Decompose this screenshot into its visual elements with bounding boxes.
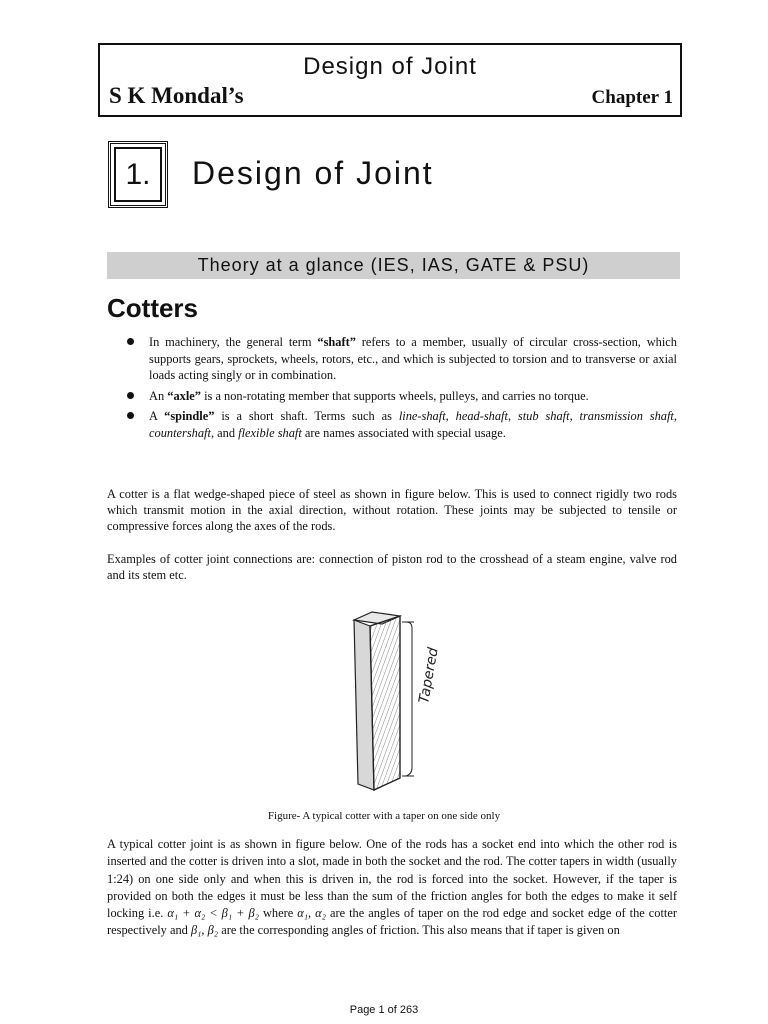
bullet-term: “spindle” <box>164 409 215 423</box>
italic-term: transmission shaft <box>579 409 674 423</box>
bullet-icon <box>127 412 134 419</box>
beta-symbols: β₁, β₂ <box>190 923 219 938</box>
separator: , <box>507 409 518 423</box>
paragraph-cotter-definition: A cotter is a flat wedge-shaped piece of steel as shown in figure below. This is used to connect rigidly two rods which transmit motion in the axial direction, without rotation. These joints may be subjected to tensile or compressive forces along the axes of the rods. <box>107 487 677 533</box>
page-footer: Page 1 of 263 <box>349 1004 419 1016</box>
alpha-symbols: α₁, α₂ <box>297 906 326 921</box>
section-heading: Cotters <box>107 293 199 323</box>
separator: , and <box>210 425 239 440</box>
page-header <box>98 43 682 117</box>
where-label: where <box>262 906 298 921</box>
list-item <box>127 334 677 384</box>
chapter-number: 1. <box>114 147 162 202</box>
separator: , <box>445 409 456 423</box>
italic-term: stub shaft <box>517 409 570 423</box>
bullet-text: are names associated with special usage. <box>301 425 506 440</box>
cotter-figure <box>340 608 450 793</box>
definition-list <box>127 334 677 445</box>
separator: , <box>569 409 580 423</box>
bullet-text: In machinery, the general term <box>149 335 318 349</box>
italic-term: flexible shaft <box>238 425 302 440</box>
bullet-icon <box>127 392 134 399</box>
paragraph-text: are the corresponding angles of friction. This also means that if taper is given on <box>218 923 620 938</box>
paragraph-text: A typical cotter joint is as shown in figure below. One of the rods has a socket end into which the other rod is inserted and the cotter is driven into a slot, made in both the socket and the rod. The cotter tapers in width (usually 1:24) on one side only and when this is driven in, the rod is forced into the socket. However, if the taper is provided on both the edges it must be less than the sum of the friction angles for both the edges to make it self locking i.e. <box>107 837 677 921</box>
paragraph-examples: Examples of cotter joint connections are: connection of piston rod to the crosshead of a steam engine, valve rod and its stem etc. <box>107 552 677 582</box>
bullet-text: A <box>149 409 165 423</box>
bullet-text: refers to a member, usually of circular cross-section, which supports gears, sprockets, wheels, rotors, etc., and which is subjected to torsion and to transverse or axial loads acting singly or in combination. <box>149 335 677 382</box>
chapter-number-box <box>108 141 168 208</box>
separator: , <box>673 409 677 423</box>
equation: α₁ + α₂ < β₁ + β₂ <box>167 906 259 921</box>
bullet-term: “shaft” <box>317 335 356 349</box>
header-author: S K Mondal’s <box>109 83 244 108</box>
paragraph-text: are the angles of taper on the rod edge and socket edge of the cotter respectively and <box>107 906 677 938</box>
bullet-text: is a non-rotating member that supports wheels, pulleys, and carries no torque. <box>200 388 589 403</box>
figure-caption: Figure- A typical cotter with a taper on one side only <box>267 810 501 822</box>
list-item <box>127 408 677 441</box>
list-item <box>127 388 677 405</box>
cotter-illustration <box>340 608 450 793</box>
italic-term: head-shaft <box>455 409 508 423</box>
tapered-label: Tapered <box>416 646 442 705</box>
header-title: Design of Joint <box>303 53 477 80</box>
italic-term: line-shaft <box>398 409 446 423</box>
theory-banner: Theory at a glance (IES, IAS, GATE & PSU) <box>107 252 680 279</box>
chapter-title: Design of Joint <box>192 155 434 191</box>
header-chapter: Chapter 1 <box>591 87 673 108</box>
italic-term: countershaft <box>149 425 211 440</box>
bullet-text: An <box>149 388 168 403</box>
bullet-text: is a short shaft. Terms such as <box>214 409 399 423</box>
bullet-term: “axle” <box>167 388 201 403</box>
paragraph-cotter-joint <box>107 836 677 940</box>
bullet-icon <box>127 338 134 345</box>
